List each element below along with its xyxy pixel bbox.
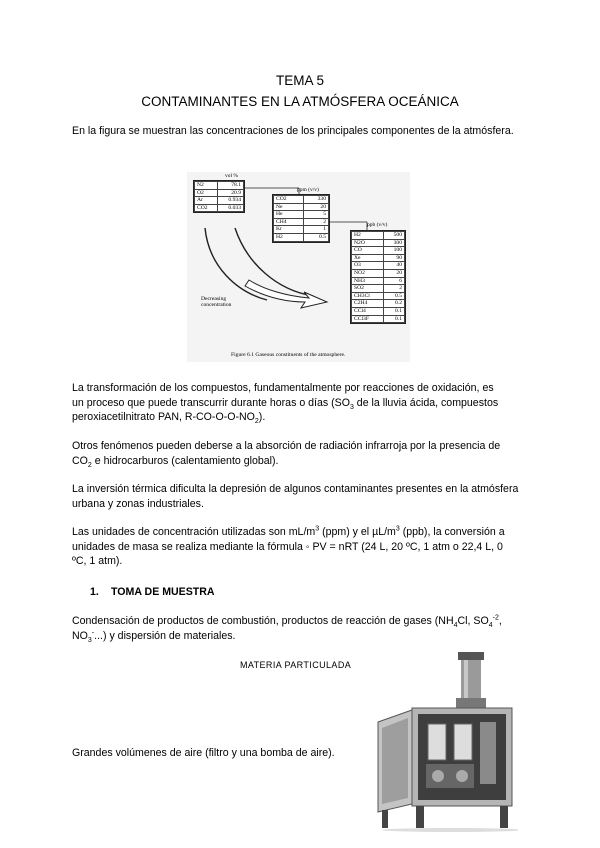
- ppb-value: 300: [384, 239, 405, 247]
- ppb-value: 500: [384, 232, 405, 240]
- sampling-paragraph: Condensación de productos de combustión, productos de reacción de gases ($NH_4Cl$, $SO_4^{-2}$, $NO_3^-$...) y dispersión de materiales.: [72, 614, 502, 644]
- page-title: TEMA 5: [275, 73, 324, 88]
- ppb-value: 0.5: [384, 292, 405, 300]
- ppb-value: 2: [384, 285, 405, 293]
- vol-gas: CO2: [195, 204, 218, 212]
- vol-value: 0.033: [218, 204, 244, 212]
- ppb-row: [352, 247, 405, 255]
- ppb-value: 100: [384, 247, 405, 255]
- vol-row: [195, 189, 244, 197]
- vol-gas: N2: [195, 182, 218, 190]
- ppb-row: [352, 239, 405, 247]
- ppm-row: [274, 196, 329, 204]
- vol-row: [195, 204, 244, 212]
- particulate-label: MATERIA PARTICULADA: [240, 660, 352, 670]
- vol-value: 20.9: [218, 189, 244, 197]
- ppb-gas: C2H4: [352, 300, 384, 308]
- ppb-row: [352, 315, 405, 323]
- vol-value: 0.934: [218, 197, 244, 205]
- air-sampler-photo: [372, 652, 518, 832]
- ppb-gas: CO: [352, 247, 384, 255]
- large-volumes-text: Grandes volúmenes de aire (filtro y una bomba de aire).: [72, 747, 335, 759]
- ppm-value: 1: [303, 226, 328, 234]
- ppm-value: 0.5: [303, 233, 328, 241]
- vol-gas: O2: [195, 189, 218, 197]
- ppb-row: [352, 277, 405, 285]
- transformation-paragraph: La transformación de los compuestos, fundamentalmente por reacciones de oxidación, es un proceso que puede transcurrir durante horas o días ($SO_3$ de la lluvia ácida, compuestos peroxiacetilnitrato PAN, $R-CO-O-O-NO_2$).: [72, 382, 499, 426]
- ppm-value: 20: [303, 203, 328, 211]
- section-number: 1.: [90, 586, 99, 598]
- ppm-value: 5: [303, 211, 328, 219]
- thermal-inversion-paragraph: La inversión térmica dificulta la depresión de algunos contaminantes presentes en la atmósfera urbana y zonas industriales.: [72, 483, 519, 510]
- ppm-table: [272, 194, 330, 243]
- ppm-value: 330: [303, 196, 328, 204]
- ppb-row: [352, 269, 405, 277]
- vol-value: 78.1: [218, 182, 244, 190]
- ppm-row: [274, 211, 329, 219]
- ppm-unit: ppm (v/v): [297, 187, 319, 193]
- ppb-gas: NO2: [352, 269, 384, 277]
- vol-row: [195, 197, 244, 205]
- intro-paragraph: En la figura se muestran las concentraciones de los principales componentes de la atmósfera.: [72, 125, 514, 137]
- ppb-value: 0.1: [384, 307, 405, 315]
- infrared-paragraph: Otros fenómenos pueden deberse a la absorción de radiación infrarroja por la presencia de $CO_2$ e hidrocarburos (calentamiento global).: [72, 440, 501, 469]
- ppb-gas: CH3Cl: [352, 292, 384, 300]
- ppb-value: 6: [384, 277, 405, 285]
- vol-table: [193, 180, 245, 213]
- ppb-gas: CCl3F: [352, 315, 384, 323]
- ppb-row: [352, 254, 405, 262]
- ppm-gas: CH4: [274, 218, 304, 226]
- ppm-row: [274, 218, 329, 226]
- ppm-row: [274, 233, 329, 241]
- ppb-gas: CCl4: [352, 307, 384, 315]
- ppm-gas: CO2: [274, 196, 304, 204]
- ppb-gas: H2: [352, 232, 384, 240]
- atmosphere-figure: [187, 172, 410, 362]
- ppb-table: [350, 230, 406, 324]
- ppb-value: 0.1: [384, 315, 405, 323]
- ppm-gas: Ne: [274, 203, 304, 211]
- ppm-gas: He: [274, 211, 304, 219]
- ppb-row: [352, 300, 405, 308]
- ppb-row: [352, 307, 405, 315]
- ppb-row: [352, 285, 405, 293]
- ppb-gas: SO2: [352, 285, 384, 293]
- ppm-value: 2: [303, 218, 328, 226]
- page-subtitle: CONTAMINANTES EN LA ATMÓSFERA OCEÁNICA: [141, 94, 459, 109]
- ppb-row: [352, 262, 405, 270]
- ppb-row: [352, 292, 405, 300]
- ppb-value: 90: [384, 254, 405, 262]
- ppb-row: [352, 232, 405, 240]
- ppm-gas: H2: [274, 233, 304, 241]
- ppb-gas: Xe: [352, 254, 384, 262]
- units-paragraph: Las unidades de concentración utilizadas son $mL/m^3$ (ppm) y el $\mu L/m^3$ (ppb), la conversión a unidades de masa se realiza mediante la fórmula ◦ PV = nRT (24 L, 20 ºC, 1 atm o 22,4 L, 0 ºC, 1 atm).: [72, 525, 505, 568]
- ppb-unit: ppb (v/v): [367, 222, 388, 228]
- arrow-label: Decreasing concentration: [201, 296, 232, 308]
- vol-gas: Ar: [195, 197, 218, 205]
- vol-unit: vol %: [225, 173, 238, 179]
- ppb-gas: NH3: [352, 277, 384, 285]
- ppm-gas: Kr: [274, 226, 304, 234]
- ppm-row: [274, 226, 329, 234]
- ppb-gas: N2O: [352, 239, 384, 247]
- ppb-value: 40: [384, 262, 405, 270]
- ppb-value: 20: [384, 269, 405, 277]
- figure-caption: Figure 6.1 Gaseous constituents of the atmosphere.: [231, 352, 346, 358]
- ppb-gas: O3: [352, 262, 384, 270]
- ppb-value: 0.2: [384, 300, 405, 308]
- section-title: TOMA DE MUESTRA: [111, 586, 215, 598]
- ppm-row: [274, 203, 329, 211]
- vol-row: [195, 182, 244, 190]
